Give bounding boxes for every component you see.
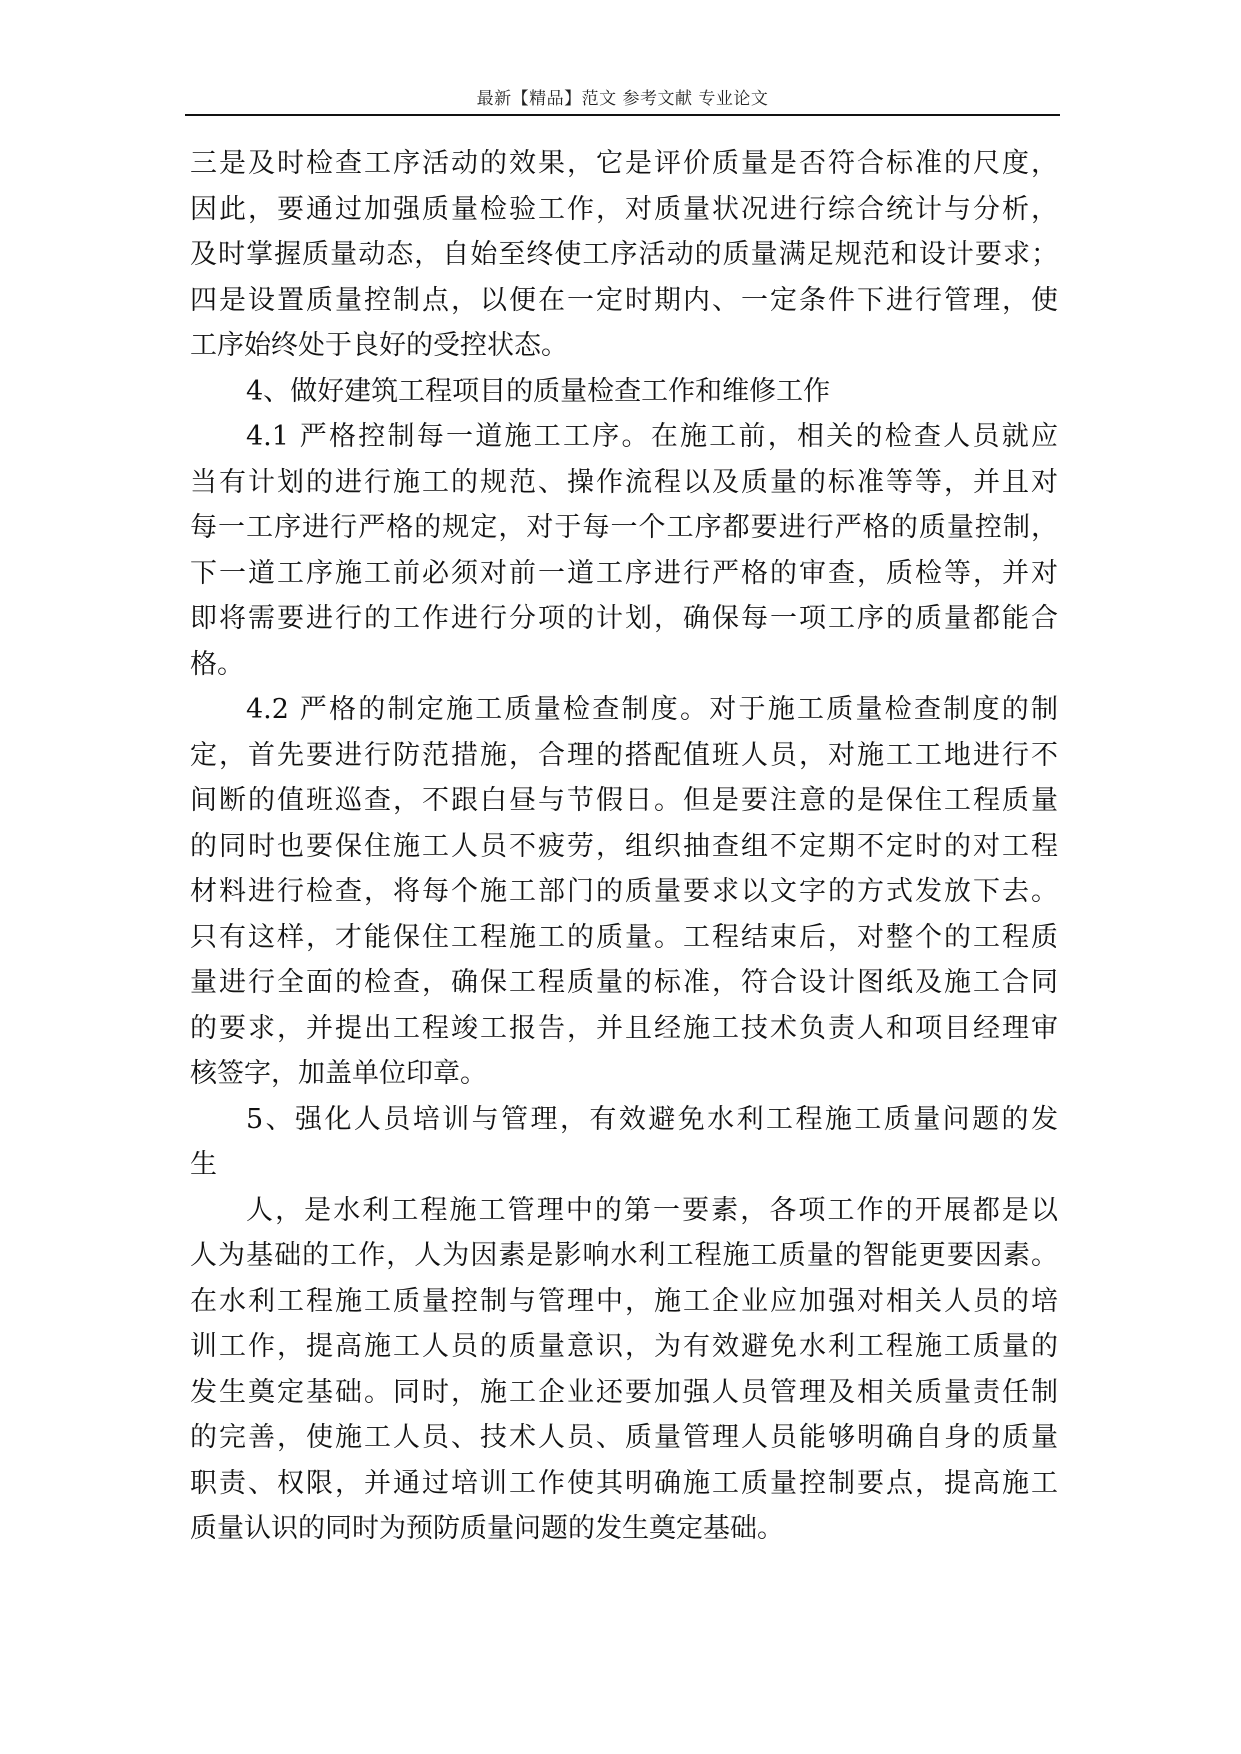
text-line: 4、做好建筑工程项目的质量检查工作和维修工作 — [246, 375, 831, 407]
text-line: 训工作，提高施工人员的质量意识，为有效避免水利工程施工质量的 — [190, 1331, 1058, 1362]
text-line: 职责、权限，并通过培训工作使其明确施工质量控制要点，提高施工 — [190, 1467, 1058, 1499]
text-line: 格。 — [190, 648, 244, 680]
text-line: 4.1 严格控制每一道施工工序。在施工前，相关的检查人员就应 — [246, 421, 1058, 452]
text-line: 发生奠定基础。同时，施工企业还要加强人员管理及相关质量责任制 — [190, 1376, 1058, 1408]
text-line: 四是设置质量控制点，以便在一定时期内、一定条件下进行管理，使 — [190, 284, 1058, 316]
text-line: 间断的值班巡查，不跟白昼与节假日。但是要注意的是保住工程质量 — [190, 785, 1058, 816]
text-line: 生 — [190, 1149, 217, 1180]
text-line: 每一工序进行严格的规定，对于每一个工序都要进行严格的质量控制， — [190, 512, 1058, 543]
text-line: 的完善，使施工人员、技术人员、质量管理人员能够明确自身的质量 — [190, 1422, 1058, 1453]
text-line: 5、强化人员培训与管理，有效避免水利工程施工质量问题的发 — [246, 1103, 1058, 1135]
text-line: 工序始终处于良好的受控状态。 — [190, 330, 568, 361]
text-line: 定，首先要进行防范措施，合理的搭配值班人员，对施工工地进行不 — [190, 739, 1058, 771]
text-line: 三是及时检查工序活动的效果，它是评价质量是否符合标准的尺度， — [190, 148, 1058, 179]
text-line: 因此，要通过加强质量检验工作，对质量状况进行综合统计与分析， — [190, 193, 1058, 225]
text-line: 材料进行检查，将每个施工部门的质量要求以文字的方式发放下去。 — [190, 876, 1058, 907]
header-divider — [185, 114, 1060, 116]
text-line: 量进行全面的检查，确保工程质量的标准，符合设计图纸及施工合同 — [190, 967, 1058, 998]
text-line: 及时掌握质量动态，自始至终使工序活动的质量满足规范和设计要求； — [190, 239, 1058, 270]
text-line: 的同时也要保住施工人员不疲劳，组织抽查组不定期不定时的对工程 — [190, 830, 1058, 862]
text-line: 人，是水利工程施工管理中的第一要素，各项工作的开展都是以 — [246, 1194, 1058, 1226]
text-line: 只有这样，才能保住工程施工的质量。工程结束后，对整个的工程质 — [190, 921, 1058, 953]
page-header: 最新【精品】范文 参考文献 专业论文 — [476, 89, 769, 109]
body-text — [190, 141, 1058, 1552]
text-line: 人为基础的工作，人为因素是影响水利工程施工质量的智能更要因素。 — [190, 1240, 1058, 1271]
text-line: 质量认识的同时为预防质量问题的发生奠定基础。 — [190, 1513, 784, 1544]
text-line: 在水利工程施工质量控制与管理中，施工企业应加强对相关人员的培 — [190, 1285, 1058, 1317]
text-line: 下一道工序施工前必须对前一道工序进行严格的审查，质检等，并对 — [190, 557, 1058, 589]
text-line: 即将需要进行的工作进行分项的计划，确保每一项工序的质量都能合 — [190, 603, 1058, 634]
text-line: 核签字，加盖单位印章。 — [190, 1058, 487, 1089]
text-line: 当有计划的进行施工的规范、操作流程以及质量的标准等等，并且对 — [190, 466, 1058, 498]
text-line: 4.2 严格的制定施工质量检查制度。对于施工质量检查制度的制 — [246, 694, 1058, 725]
text-line: 的要求，并提出工程竣工报告，并且经施工技术负责人和项目经理审 — [190, 1012, 1058, 1044]
